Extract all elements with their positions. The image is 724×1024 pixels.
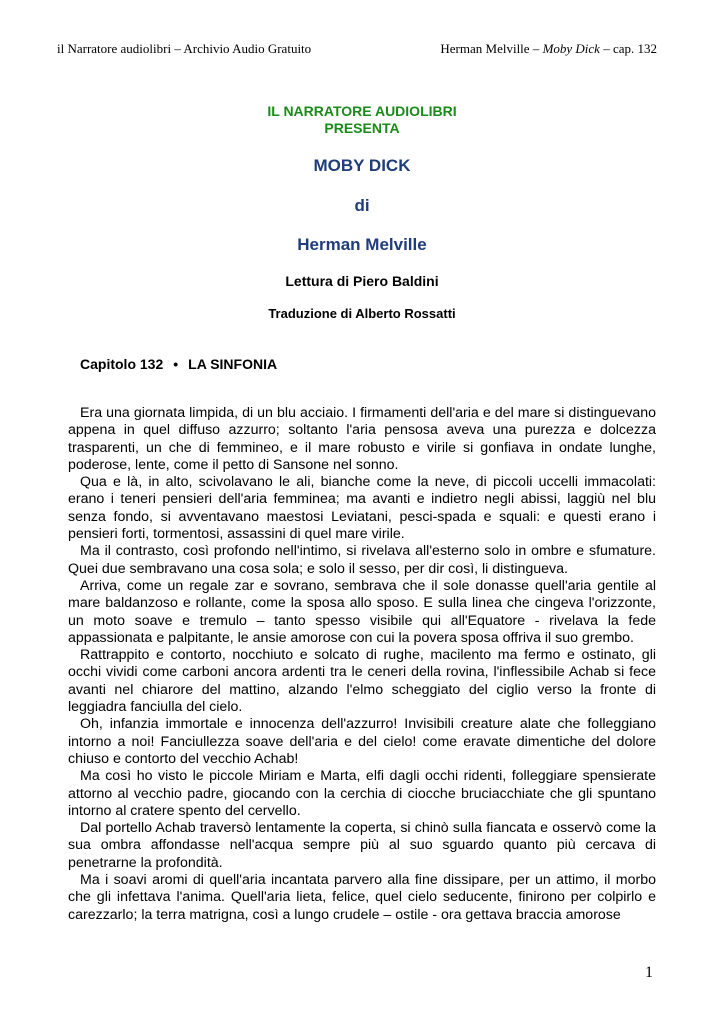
header-left: il Narratore audiolibri – Archivio Audio Gratuito — [57, 41, 312, 56]
book-title: MOBY DICK — [313, 156, 411, 175]
paragraph: Oh, infanzia immortale e innocenza dell'azzurro! Invisibili creature alate che folleggiano intorno a noi! Fanciullezza soave dell'aria e del cielo! come eravate dimentiche del dolore chiuso e contorto del vecchio Achab! — [68, 716, 656, 767]
paragraph: Ma così ho visto le piccole Miriam e Marta, elfi dagli occhi ridenti, folleggiare spensierate attorno al vecchio padre, giocando con la cerchia di ciocche bruciacchiate che gli spuntano intorno al cratere spento del cervello. — [68, 768, 656, 819]
chapter-body — [68, 405, 656, 924]
chapter-name: LA SINFONIA — [188, 356, 278, 372]
presenter-line-2: PRESENTA — [324, 120, 400, 136]
paragraph: Era una giornata limpida, di un blu acciaio. I firmamenti dell'aria e del mare si distinguevano appena in quel diffuso azzurro; soltanto l'aria pensosa aveva una purezza e dolcezza trasparenti, un che di femmineo, e il mare robusto e virile si gonfiava in ondate lunghe, poderose, lente, come il petto di Sansone nel sonno. — [68, 405, 656, 473]
title-by: di — [354, 196, 370, 215]
translator-credit: Traduzione di Alberto Rossatti — [268, 306, 456, 321]
paragraph: Dal portello Achab traversò lentamente la coperta, si chinò sulla fiancata e osservò come la sua ombra affondasse nell'acqua sempre più al suo sguardo quanto più cercava di penetrarne la profondità. — [68, 820, 656, 871]
paragraph: Rattrappito e contorto, nocchiuto e solcato di rughe, macilento ma fermo e ostinato, gli occhi vividi come carboni ancora ardenti tra le ceneri della rovina, l'inflessibile Achab si fece avanti nel chiarore del mattino, alzando l'elmo scheggiato del ciglio verso la fronte di leggiadra fanciulla del cielo. — [68, 647, 656, 716]
book-author: Herman Melville — [297, 235, 427, 254]
paragraph: Ma i soavi aromi di quell'aria incantata parvero alla fine dissipare, per un attimo, il morbo che gli infettava l'anima. Quell'aria lieta, felice, quel cielo seducente, finirono per colpirlo e carezzarlo; la terra matrigna, così a lungo crudele – ostile - ora gettava braccia amorose — [68, 872, 656, 923]
paragraph: Qua e là, in alto, scivolavano le ali, bianche come la neve, di piccoli uccelli immacolati: erano i teneri pensieri dell'aria femminea; ma avanti e indietro negli abissi, laggiù nel blu senza fondo, si avventavano maestosi Leviatani, pesci-spada e squali: e questi erano i pensieri forti, tormentosi, assassini di quel mare virile. — [68, 474, 656, 543]
header-right — [440, 41, 657, 57]
page-number: 1 — [645, 964, 653, 981]
paragraph: Ma il contrasto, così profondo nell'intimo, si rivelava all'esterno solo in ombre e sfumature. Quei due sembravano una cosa sola; e solo il sesso, per dir così, li distingueva. — [68, 543, 656, 577]
chapter-number: Capitolo 132 — [80, 356, 164, 372]
running-header — [57, 41, 657, 57]
reader-credit: Lettura di Piero Baldini — [285, 273, 439, 289]
header-author: Herman Melville – — [440, 41, 543, 56]
chapter-bullet: • — [173, 356, 179, 372]
header-chapter: – cap. 132 — [599, 41, 657, 56]
header-book-title: Moby Dick — [542, 41, 600, 56]
presenter-line-1: IL NARRATORE AUDIOLIBRI — [267, 103, 457, 119]
chapter-heading — [80, 356, 277, 372]
paragraph: Arriva, come un regale zar e sovrano, sembrava che il sole donasse quell'aria gentile al mare baldanzoso e rollante, come la sposa allo sposo. E sulla linea che cingeva l'orizzonte, un moto soave e tremulo – tanto spesso visibile qui all'Equatore - rivelava la fede appassionata e palpitante, le ansie amorose con cui la povera sposa offriva il suo grembo. — [68, 577, 656, 646]
